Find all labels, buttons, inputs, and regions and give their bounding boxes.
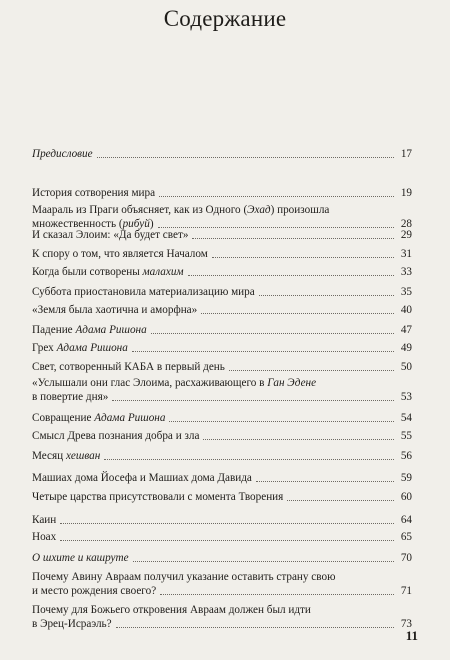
toc-entry-title xyxy=(32,584,156,598)
dot-leader xyxy=(287,500,394,501)
toc-page-number: 40 xyxy=(400,304,412,316)
entry-text-part: Почему Авину Авраам получил указание оставить страну свою xyxy=(32,571,336,583)
toc-entry-title xyxy=(32,513,56,527)
dot-leader xyxy=(201,313,394,314)
toc-entry xyxy=(32,471,412,485)
toc-page-number: 70 xyxy=(400,552,412,564)
toc-entry-row xyxy=(32,303,412,317)
dot-leader xyxy=(169,421,394,422)
toc-entry-row xyxy=(32,390,412,404)
toc-entry-row xyxy=(32,228,412,242)
dot-leader xyxy=(132,351,394,352)
toc-entry-row xyxy=(32,323,412,337)
entry-text-part: Падение xyxy=(32,324,76,336)
entry-text-part: Адама Ришона xyxy=(94,412,166,424)
dot-leader xyxy=(133,561,394,562)
entry-text-part: множественность ( xyxy=(32,218,123,230)
dot-leader xyxy=(104,459,394,460)
entry-text-part: Эхад xyxy=(247,204,271,216)
toc-page-number: 65 xyxy=(400,531,412,543)
toc-entry xyxy=(32,570,412,598)
toc-entry xyxy=(32,323,412,337)
toc-page-number: 71 xyxy=(400,585,412,597)
toc-entry-row xyxy=(32,285,412,299)
toc-page-number: 49 xyxy=(400,342,412,354)
entry-text-part: в повертие дня» xyxy=(32,391,109,403)
toc-entry-row xyxy=(32,411,412,425)
entry-text-part: Ган Эдене xyxy=(267,377,317,389)
toc-page-number: 35 xyxy=(400,286,412,298)
toc-page-number: 56 xyxy=(400,450,412,462)
entry-text-part: и место рождения своего? xyxy=(32,585,157,597)
toc-entry-row xyxy=(32,490,412,504)
dot-leader xyxy=(188,275,394,276)
toc-entry-title xyxy=(32,228,188,242)
entry-text-part: Адама Ришона xyxy=(56,342,128,354)
entry-text-part: О шхите и кашруте xyxy=(32,552,129,564)
toc-entry-title xyxy=(32,341,128,355)
toc-entry xyxy=(32,449,412,463)
toc-page-number: 64 xyxy=(400,514,412,526)
toc-entry xyxy=(32,603,412,631)
toc-entry xyxy=(32,186,412,200)
toc-entry-row xyxy=(32,360,412,374)
toc-page-number: 60 xyxy=(400,491,412,503)
entry-text-part: И сказал Элоим: «Да будет свет» xyxy=(32,229,189,241)
entry-text-part: «Услышали они глас Элоима, расхаживающего в xyxy=(32,377,268,389)
dot-leader xyxy=(229,370,394,371)
toc-entry-title xyxy=(32,411,165,425)
toc-entry-title-line xyxy=(32,203,412,217)
dot-leader xyxy=(259,295,394,296)
toc-page-number: 29 xyxy=(400,229,412,241)
toc-entry-title xyxy=(32,265,184,279)
dot-leader xyxy=(212,257,394,258)
toc-entry xyxy=(32,228,412,242)
toc-entry-title xyxy=(32,490,283,504)
toc-entry-title-line xyxy=(32,570,412,584)
toc-entry xyxy=(32,530,412,544)
entry-text-part: рибуй xyxy=(122,218,150,230)
entry-text-part: Грех xyxy=(32,342,57,354)
toc-entry xyxy=(32,147,412,161)
toc-entry-row xyxy=(32,449,412,463)
toc-page-number: 73 xyxy=(400,618,412,630)
toc-entry-row xyxy=(32,341,412,355)
entry-text-part: Четыре царства присутствовали с момента Творения xyxy=(32,491,284,503)
toc-entry xyxy=(32,285,412,299)
entry-text-part: Каин xyxy=(32,514,57,526)
toc-entry-row xyxy=(32,186,412,200)
toc-entry xyxy=(32,265,412,279)
toc-entry-title-line xyxy=(32,603,412,617)
toc-entry-row xyxy=(32,551,412,565)
dot-leader xyxy=(256,481,394,482)
toc-entry xyxy=(32,247,412,261)
toc-page-number: 55 xyxy=(400,430,412,442)
entry-text-part: Маараль из Праги объясняет, как из Одного ( xyxy=(32,204,248,216)
toc-page-number: 17 xyxy=(400,148,412,160)
toc-entry-title xyxy=(32,390,108,404)
toc-entry-title-line xyxy=(32,376,412,390)
dot-leader xyxy=(60,523,394,524)
toc-entry-row xyxy=(32,265,412,279)
toc-entry xyxy=(32,490,412,504)
toc-entry xyxy=(32,341,412,355)
toc-entry-row xyxy=(32,147,412,161)
toc-entry-title xyxy=(32,247,208,261)
toc-entry-title xyxy=(32,471,252,485)
toc-page-number: 31 xyxy=(400,248,412,260)
toc-page-number: 19 xyxy=(400,187,412,199)
toc-entry-title xyxy=(32,429,199,443)
toc-entry xyxy=(32,376,412,404)
toc-page-number: 28 xyxy=(400,218,412,230)
entry-text-part: Совращение xyxy=(32,412,95,424)
toc-entry xyxy=(32,203,412,231)
toc-entry xyxy=(32,551,412,565)
toc-page-number: 54 xyxy=(400,412,412,424)
entry-text-part: ) произошла xyxy=(270,204,330,216)
dot-leader xyxy=(160,594,394,595)
toc-entry-row xyxy=(32,513,412,527)
toc-page-number: 59 xyxy=(400,472,412,484)
toc-entry-row xyxy=(32,584,412,598)
entry-text-part: Свет, сотворенный КАБА в первый день xyxy=(32,361,225,373)
entry-text-part: Когда были сотворены xyxy=(32,266,143,278)
dot-leader xyxy=(97,157,394,158)
dot-leader xyxy=(116,627,394,628)
toc-entry-title xyxy=(32,360,225,374)
toc-entry-title xyxy=(32,323,147,337)
dot-leader xyxy=(203,439,394,440)
entry-text-part: История сотворения мира xyxy=(32,187,156,199)
dot-leader xyxy=(151,333,394,334)
entry-text-part: К спору о том, что является Началом xyxy=(32,248,208,260)
toc-entry-title xyxy=(32,303,197,317)
toc-entry-row xyxy=(32,471,412,485)
entry-text-part: Машиах дома Йосефа и Машиах дома Давида xyxy=(32,472,252,484)
toc-entry-title xyxy=(32,449,100,463)
entry-text-part: Месяц xyxy=(32,450,66,462)
entry-text-part: Ноах xyxy=(32,531,57,543)
entry-text-part: Предисловие xyxy=(32,148,93,160)
dot-leader xyxy=(112,400,394,401)
toc-entry-title xyxy=(32,617,112,631)
toc-page-number: 50 xyxy=(400,361,412,373)
page-title: Содержание xyxy=(163,6,287,31)
toc-entry xyxy=(32,429,412,443)
entry-text-part: «Земля была хаотична и аморфна» xyxy=(32,304,198,316)
entry-text-part: Адама Ришона xyxy=(75,324,147,336)
toc-entry-title xyxy=(32,186,155,200)
toc-entry-title xyxy=(32,551,129,565)
toc-entry xyxy=(32,360,412,374)
toc-entry-title xyxy=(32,147,93,161)
toc-entry-row xyxy=(32,530,412,544)
toc-entry xyxy=(32,411,412,425)
entry-text-part: хешван xyxy=(65,450,101,462)
toc-entry-row xyxy=(32,617,412,631)
toc-entry-title xyxy=(32,285,255,299)
dot-leader xyxy=(60,540,394,541)
dot-leader xyxy=(192,238,394,239)
toc-entry-title xyxy=(32,530,56,544)
entry-text-part: Суббота приостановила материализацию мира xyxy=(32,286,255,298)
entry-text-part: Почему для Божьего откровения Авраам должен был идти xyxy=(32,604,311,616)
dot-leader xyxy=(159,196,394,197)
toc-page-number: 33 xyxy=(400,266,412,278)
toc-entry xyxy=(32,303,412,317)
page-number: 11 xyxy=(405,628,418,643)
entry-text-part: ) xyxy=(149,218,154,230)
entry-text-part: Смысл Древа познания добра и зла xyxy=(32,430,200,442)
entry-text-part: в Эрец-Исраэль? xyxy=(32,618,112,630)
toc-entry-row xyxy=(32,247,412,261)
toc-page-number: 47 xyxy=(400,324,412,336)
toc-page-number: 53 xyxy=(400,391,412,403)
entry-text-part: малахим xyxy=(142,266,184,278)
toc-entry-row xyxy=(32,429,412,443)
toc-entry xyxy=(32,513,412,527)
